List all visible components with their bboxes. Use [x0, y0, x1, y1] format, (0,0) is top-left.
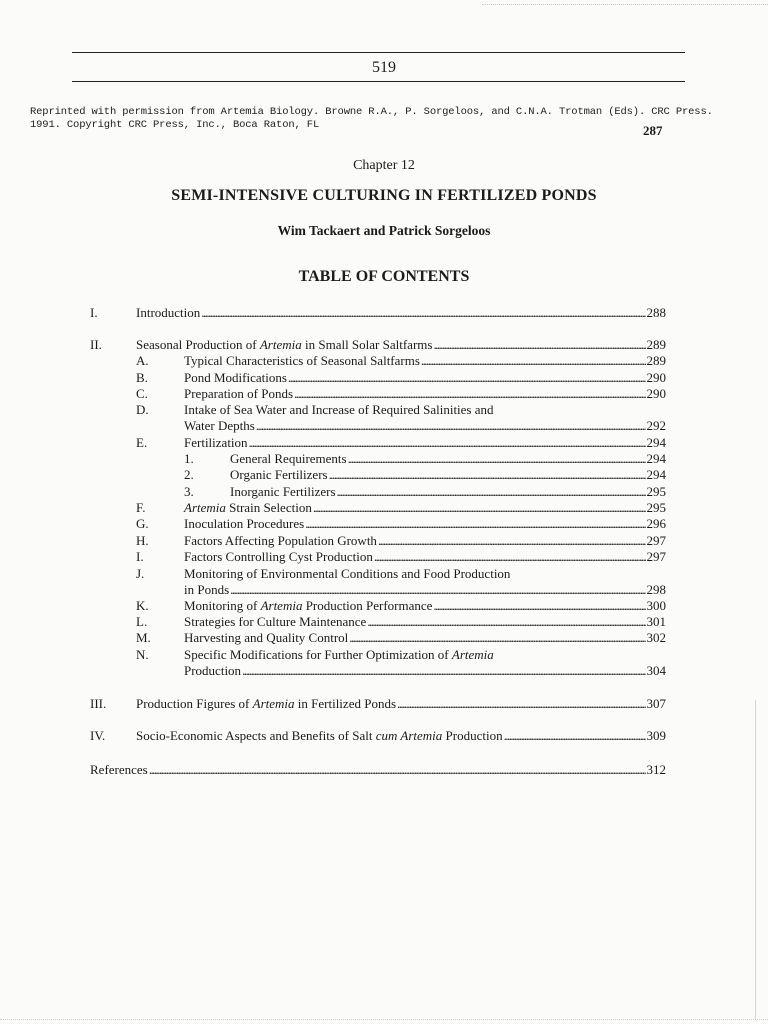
dot-leader	[433, 337, 645, 353]
toc-entry-page: 298	[646, 582, 666, 597]
toc-entry-page: 302	[646, 630, 666, 645]
toc-entry-page: 290	[646, 386, 666, 401]
toc-entry-title: Organic Fertilizers	[230, 467, 328, 482]
reprint-notice-line-2: 1991. Copyright CRC Press, Inc., Boca Raton, FL	[30, 119, 320, 131]
toc-entry-number: I.	[136, 549, 144, 564]
toc-entry-page: 304	[646, 663, 666, 678]
toc-entry-title: Harvesting and Quality Control	[184, 630, 349, 645]
toc-entry-number: M.	[136, 630, 151, 645]
toc-entry-number: III.	[90, 696, 107, 711]
toc-entry-monitoring-environmental	[90, 566, 666, 582]
toc-entry-page: 301	[646, 614, 666, 629]
toc-entry-number: L.	[136, 614, 148, 629]
toc-entry-number: 3.	[184, 484, 194, 499]
toc-entry-general-requirements	[90, 451, 666, 467]
toc-entry-page: 294	[646, 467, 666, 482]
toc-entry-references	[90, 762, 666, 778]
toc-entry-number: A.	[136, 353, 149, 368]
toc-entry-title: Production Figures of Artemia in Fertilized Ponds	[136, 696, 396, 711]
dot-leader	[294, 386, 645, 402]
toc-entry-number: D.	[136, 402, 149, 417]
toc-entry-intake-of-sea-water	[90, 402, 666, 418]
toc-entry-intake-of-sea-water-cont	[90, 418, 666, 434]
toc-entry-pond-modifications	[90, 370, 666, 386]
dot-leader	[329, 467, 646, 483]
toc-entry-number: 1.	[184, 451, 194, 466]
toc-entry-page: 294	[646, 451, 666, 466]
toc-entry-title: Socio-Economic Aspects and Benefits of Salt cum Artemia Production	[136, 728, 503, 743]
header-bottom-rule	[72, 81, 685, 82]
toc-entry-page: 290	[646, 370, 666, 385]
toc-entry-number: G.	[136, 516, 149, 531]
toc-entry-organic-fertilizers	[90, 467, 666, 483]
toc-entry-title-line-1: Intake of Sea Water and Increase of Required Salinities and	[184, 402, 494, 417]
toc-entry-monitoring-production	[90, 598, 666, 614]
toc-entry-harvesting	[90, 630, 666, 646]
journal-page-number: 519	[372, 59, 396, 76]
toc-entry-title: Preparation of Ponds	[184, 386, 294, 401]
toc-entry-number: J.	[136, 566, 145, 581]
chapter-authors: Wim Tackaert and Patrick Sorgeloos	[277, 223, 491, 238]
scan-edge-right	[755, 700, 756, 1020]
dot-leader	[374, 549, 646, 565]
dot-leader	[367, 614, 645, 630]
toc-entry-inorganic-fertilizers	[90, 484, 666, 500]
dot-leader	[433, 598, 645, 614]
toc-entry-page: 297	[646, 533, 666, 548]
toc-entry-number: I.	[90, 305, 98, 320]
scan-edge-bottom	[0, 1019, 768, 1020]
toc-entry-title: Inoculation Procedures	[184, 516, 305, 531]
toc-entry-seasonal-production	[90, 337, 666, 353]
reprint-notice-line-1: Reprinted with permission from Artemia Biology. Browne R.A., P. Sorgeloos, and C.N.A. Trotman (Eds). CRC Press.	[30, 106, 713, 118]
toc-entry-inoculation-procedures	[90, 516, 666, 532]
toc-entry-title: Factors Affecting Population Growth	[184, 533, 377, 548]
toc-entry-monitoring-environmental-cont	[90, 582, 666, 598]
toc-entry-title: Strategies for Culture Maintenance	[184, 614, 367, 629]
toc-entry-title-line-2: Production	[184, 663, 242, 678]
toc-entry-title: Inorganic Fertilizers	[230, 484, 336, 499]
toc-entry-preparation-of-ponds	[90, 386, 666, 402]
toc-entry-number: K.	[136, 598, 149, 613]
dot-leader	[313, 500, 646, 516]
dot-leader	[349, 630, 645, 646]
header-top-rule	[72, 52, 685, 53]
toc-entry-fertilization	[90, 435, 666, 451]
toc-entry-title: Pond Modifications	[184, 370, 287, 385]
toc-entry-page: 307	[646, 696, 666, 711]
dot-leader	[305, 516, 645, 532]
toc-entry-title: Fertilization	[184, 435, 248, 450]
toc-entry-number: C.	[136, 386, 148, 401]
toc-entry-page: 294	[646, 435, 666, 450]
toc-entry-page: 312	[646, 762, 666, 777]
toc-entry-title: Monitoring of Artemia Production Performance	[184, 598, 433, 613]
toc-entry-typical-characteristics	[90, 353, 666, 369]
toc-entry-title: Artemia Strain Selection	[184, 500, 312, 515]
toc-entry-page: 289	[646, 337, 666, 352]
toc-entry-title: Typical Characteristics of Seasonal Saltfarms	[184, 353, 420, 368]
dot-leader	[201, 305, 645, 321]
toc-entry-number: N.	[136, 647, 149, 662]
toc-entry-page: 309	[646, 728, 666, 743]
toc-entry-strain-selection	[90, 500, 666, 516]
toc-entry-title: Seasonal Production of Artemia in Small Solar Saltfarms	[136, 337, 433, 352]
toc-entry-title-line-2: in Ponds	[184, 582, 230, 597]
toc-entry-specific-modifications	[90, 647, 666, 663]
dot-leader	[249, 435, 646, 451]
toc-entry-production-figures	[90, 696, 666, 712]
chapter-label: Chapter 12	[353, 158, 415, 173]
toc-entry-number: IV.	[90, 728, 106, 743]
chapter-title: SEMI-INTENSIVE CULTURING IN FERTILIZED PONDS	[171, 187, 597, 204]
toc-heading: TABLE OF CONTENTS	[298, 268, 470, 285]
toc-entry-introduction	[90, 305, 666, 321]
toc-entry-number: B.	[136, 370, 148, 385]
dot-leader	[378, 533, 646, 549]
dot-leader	[504, 728, 646, 744]
dot-leader	[348, 451, 646, 467]
toc-entry-title-line-2: Water Depths	[184, 418, 255, 433]
toc-entry-culture-maintenance	[90, 614, 666, 630]
toc-entry-title-line-1: Specific Modifications for Further Optimization of Artemia	[184, 647, 494, 662]
toc-entry-number: E.	[136, 435, 148, 450]
book-page-number: 287	[643, 123, 663, 138]
toc-entry-specific-modifications-cont	[90, 663, 666, 679]
toc-entry-cyst-production	[90, 549, 666, 565]
toc-entry-page: 296	[646, 516, 666, 531]
toc-entry-title: Factors Controlling Cyst Production	[184, 549, 373, 564]
scan-edge-top	[482, 4, 768, 5]
dot-leader	[256, 418, 646, 434]
toc-entry-title: References	[90, 762, 148, 777]
dot-leader	[288, 370, 646, 386]
toc-entry-page: 288	[646, 305, 666, 320]
toc-entry-title-line-1: Monitoring of Environmental Conditions and Food Production	[184, 566, 511, 581]
toc-entry-number: II.	[90, 337, 102, 352]
toc-entry-population-growth	[90, 533, 666, 549]
dot-leader	[421, 353, 646, 369]
toc-entry-title: General Requirements	[230, 451, 347, 466]
dot-leader	[397, 696, 646, 712]
toc-entry-number: F.	[136, 500, 146, 515]
toc-entry-page: 295	[646, 484, 666, 499]
toc-entry-page: 300	[646, 598, 666, 613]
dot-leader	[149, 762, 646, 778]
dot-leader	[230, 582, 645, 598]
toc-entry-page: 292	[646, 418, 666, 433]
dot-leader	[242, 663, 645, 679]
dot-leader	[337, 484, 646, 500]
toc-entry-title: Introduction	[136, 305, 201, 320]
toc-entry-page: 289	[646, 353, 666, 368]
toc-entry-page: 295	[646, 500, 666, 515]
toc-entry-page: 297	[646, 549, 666, 564]
toc-entry-number: H.	[136, 533, 149, 548]
toc-entry-number: 2.	[184, 467, 194, 482]
toc-entry-socio-economic	[90, 728, 666, 744]
